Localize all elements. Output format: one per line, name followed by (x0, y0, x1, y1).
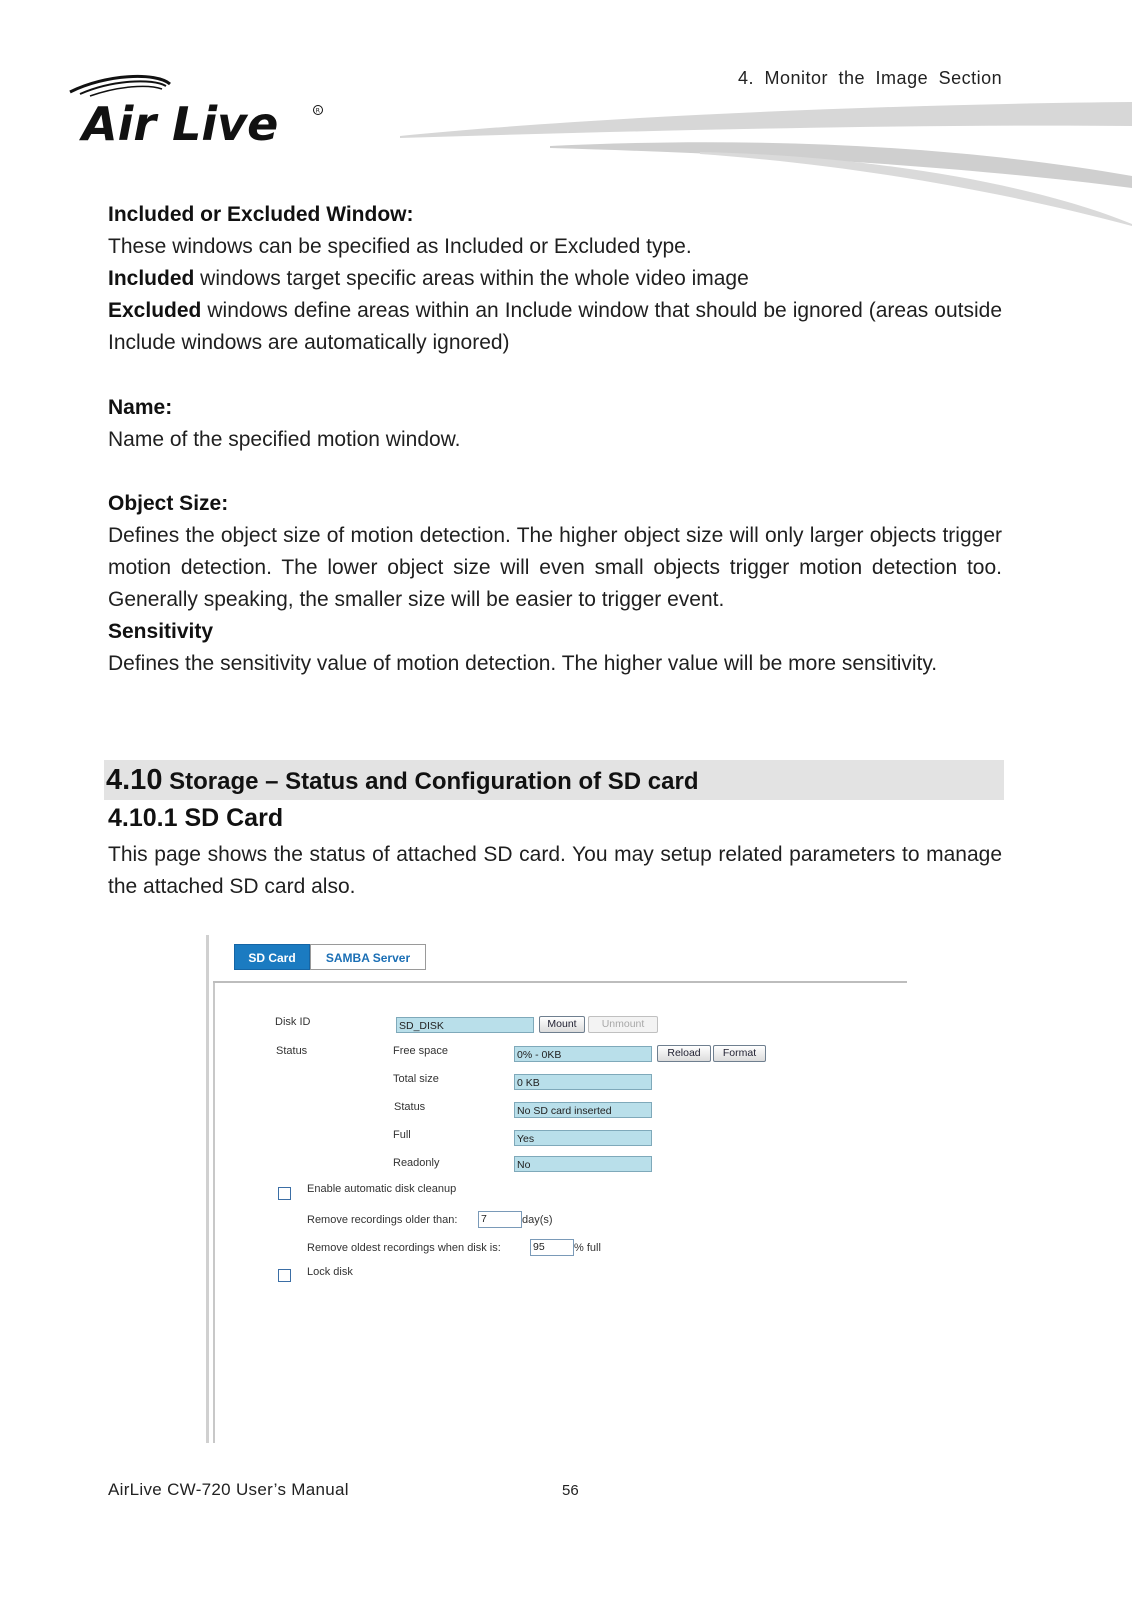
chapter-label: 4. Monitor the Image Section (738, 68, 1003, 88)
screenshot-frame-left (206, 935, 209, 1443)
excluded-term: Excluded (108, 299, 202, 322)
included-definition (108, 263, 1002, 295)
section-title (106, 760, 699, 805)
excluded-text: windows define areas within an Include window that should be ignored (areas outside Include windows are automatically ignored) (108, 299, 1002, 354)
section-number: 4.10 (106, 764, 163, 796)
included-excluded-heading: Included or Excluded Window: (108, 203, 414, 226)
oldest-label: Remove oldest recordings when disk is: (307, 1242, 501, 1254)
footer-manual-title: AirLive CW-720 User’s Manual (108, 1480, 349, 1499)
free-space-field: 0% - 0KB (514, 1046, 652, 1062)
screenshot-content-left (213, 983, 215, 1443)
sensitivity-heading: Sensitivity (108, 620, 214, 643)
card-status-label: Status (394, 1101, 426, 1113)
lock-disk-label: Lock disk (307, 1266, 353, 1278)
tab-samba-server[interactable]: SAMBA Server (310, 944, 426, 970)
auto-cleanup-checkbox[interactable] (278, 1187, 291, 1200)
readonly-label: Readonly (393, 1157, 440, 1169)
tab-sd-card[interactable]: SD Card (234, 944, 310, 970)
object-size-heading: Object Size: (108, 492, 229, 515)
section-intro: This page shows the status of attached SD card. You may setup related parameters to manage the attached SD card also. (108, 843, 1002, 898)
name-heading: Name: (108, 396, 173, 419)
excluded-definition (108, 295, 1002, 359)
full-label: Full (393, 1129, 411, 1141)
object-size-text: Defines the object size of motion detection. The higher object size will only larger objects trigger motion detection. The lower object size will even small objects trigger motion detection too. Generally speaking, the smaller size will be easier to trigger event. (108, 524, 1002, 611)
total-size-label: Total size (393, 1073, 439, 1085)
header-swoosh (400, 96, 1132, 236)
disk-id-field[interactable]: SD_DISK (396, 1017, 534, 1033)
svg-text:Air Live: Air Live (82, 97, 279, 151)
subsection-title: 4.10.1 SD Card (108, 804, 284, 832)
included-excluded-line: These windows can be specified as Included or Excluded type. (108, 235, 692, 258)
sensitivity-text: Defines the sensitivity value of motion detection. The higher value will be more sensitivity. (108, 652, 938, 675)
svg-text:R: R (315, 107, 320, 115)
disk-id-label: Disk ID (275, 1016, 311, 1028)
auto-cleanup-label: Enable automatic disk cleanup (307, 1183, 457, 1195)
readonly-field: No (514, 1156, 652, 1172)
total-size-field: 0 KB (514, 1074, 652, 1090)
screenshot-content-top (213, 981, 907, 983)
included-term: Included (108, 267, 195, 290)
sd-card-screenshot (200, 935, 920, 1445)
included-text: windows target specific areas within the whole video image (194, 267, 749, 290)
name-text: Name of the specified motion window. (108, 428, 461, 451)
status-label: Status (276, 1045, 308, 1057)
oldest-input[interactable]: 95 (530, 1239, 574, 1256)
unmount-button[interactable]: Unmount (588, 1016, 658, 1033)
mount-button[interactable]: Mount (539, 1016, 585, 1033)
airlive-logo (66, 72, 336, 152)
reload-button[interactable]: Reload (657, 1045, 711, 1062)
card-status-field: No SD card inserted (514, 1102, 652, 1118)
page-number: 56 (562, 1482, 579, 1499)
free-space-label: Free space (393, 1045, 449, 1057)
section-title-text: Storage – Status and Configuration of SD card (162, 768, 699, 795)
older-than-label: Remove recordings older than: (307, 1214, 458, 1226)
oldest-unit: % full (574, 1242, 601, 1254)
full-field: Yes (514, 1130, 652, 1146)
format-button[interactable]: Format (713, 1045, 766, 1062)
older-than-input[interactable]: 7 (478, 1211, 522, 1228)
lock-disk-checkbox[interactable] (278, 1269, 291, 1282)
older-than-unit: day(s) (522, 1214, 553, 1226)
